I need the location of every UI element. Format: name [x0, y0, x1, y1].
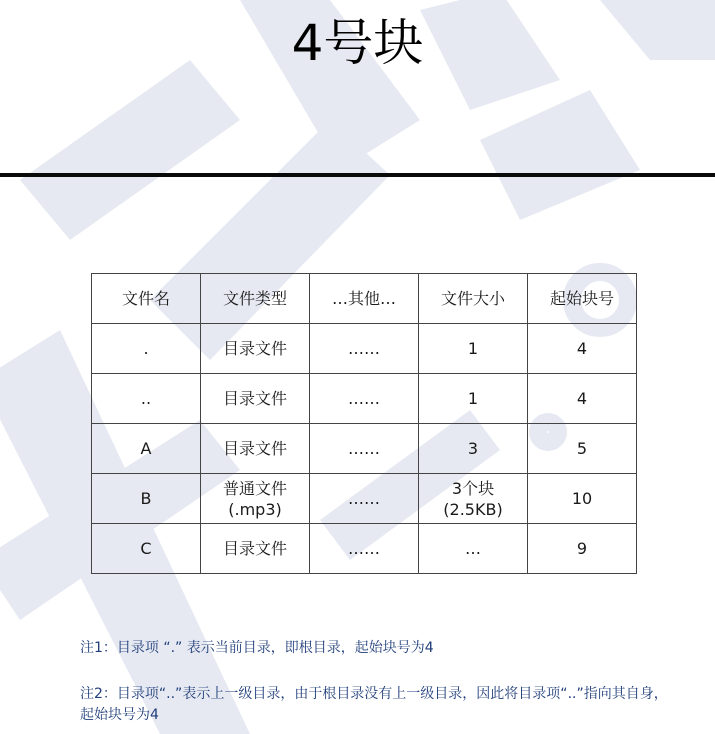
cell-start-block: 9: [528, 524, 637, 574]
cell-other: ……: [310, 474, 419, 524]
cell-size-sub: (2.5KB): [443, 499, 503, 519]
cell-name: A: [92, 424, 201, 474]
cell-type-sub: (.mp3): [228, 499, 282, 519]
note-2: 注2：目录项“..”表示上一级目录，由于根目录没有上一级目录，因此将目录项“..”指向其自身，起始块号为4: [80, 686, 668, 723]
cell-size: [419, 474, 528, 524]
table-row: [92, 324, 637, 374]
cell-start-block: 4: [528, 324, 637, 374]
title-divider: [0, 173, 715, 177]
table-row: [92, 524, 637, 574]
cell-size: 3: [419, 424, 528, 474]
table-row: [92, 424, 637, 474]
cell-start-block: 10: [528, 474, 637, 524]
header-file-type: 文件类型: [201, 274, 310, 324]
header-file-size: 文件大小: [419, 274, 528, 324]
cell-type: 目录文件: [201, 374, 310, 424]
cell-start-block: 5: [528, 424, 637, 474]
header-other: …其他…: [310, 274, 419, 324]
page-title: 4号块: [291, 14, 424, 72]
cell-name: .: [92, 324, 201, 374]
cell-type: 目录文件: [201, 324, 310, 374]
cell-start-block: 4: [528, 374, 637, 424]
cell-size: …: [419, 524, 528, 574]
table-row: [92, 374, 637, 424]
cell-type-main: 普通文件: [222, 478, 287, 498]
header-start-block: 起始块号: [528, 274, 637, 324]
cell-type: 目录文件: [201, 424, 310, 474]
note-1: 注1：目录项 “.” 表示当前目录，即根目录，起始块号为4: [80, 640, 434, 656]
directory-table: [91, 273, 637, 574]
cell-size: 1: [419, 324, 528, 374]
cell-other: ……: [310, 374, 419, 424]
cell-name: B: [92, 474, 201, 524]
cell-type: 目录文件: [201, 524, 310, 574]
table-header-row: [92, 274, 637, 324]
cell-name: ..: [92, 374, 201, 424]
cell-other: ……: [310, 324, 419, 374]
cell-other: ……: [310, 524, 419, 574]
cell-name: C: [92, 524, 201, 574]
cell-size: 1: [419, 374, 528, 424]
cell-other: ……: [310, 424, 419, 474]
table-row: [92, 474, 637, 524]
header-file-name: 文件名: [92, 274, 201, 324]
cell-type: [201, 474, 310, 524]
cell-size-main: 3个块: [451, 478, 495, 498]
